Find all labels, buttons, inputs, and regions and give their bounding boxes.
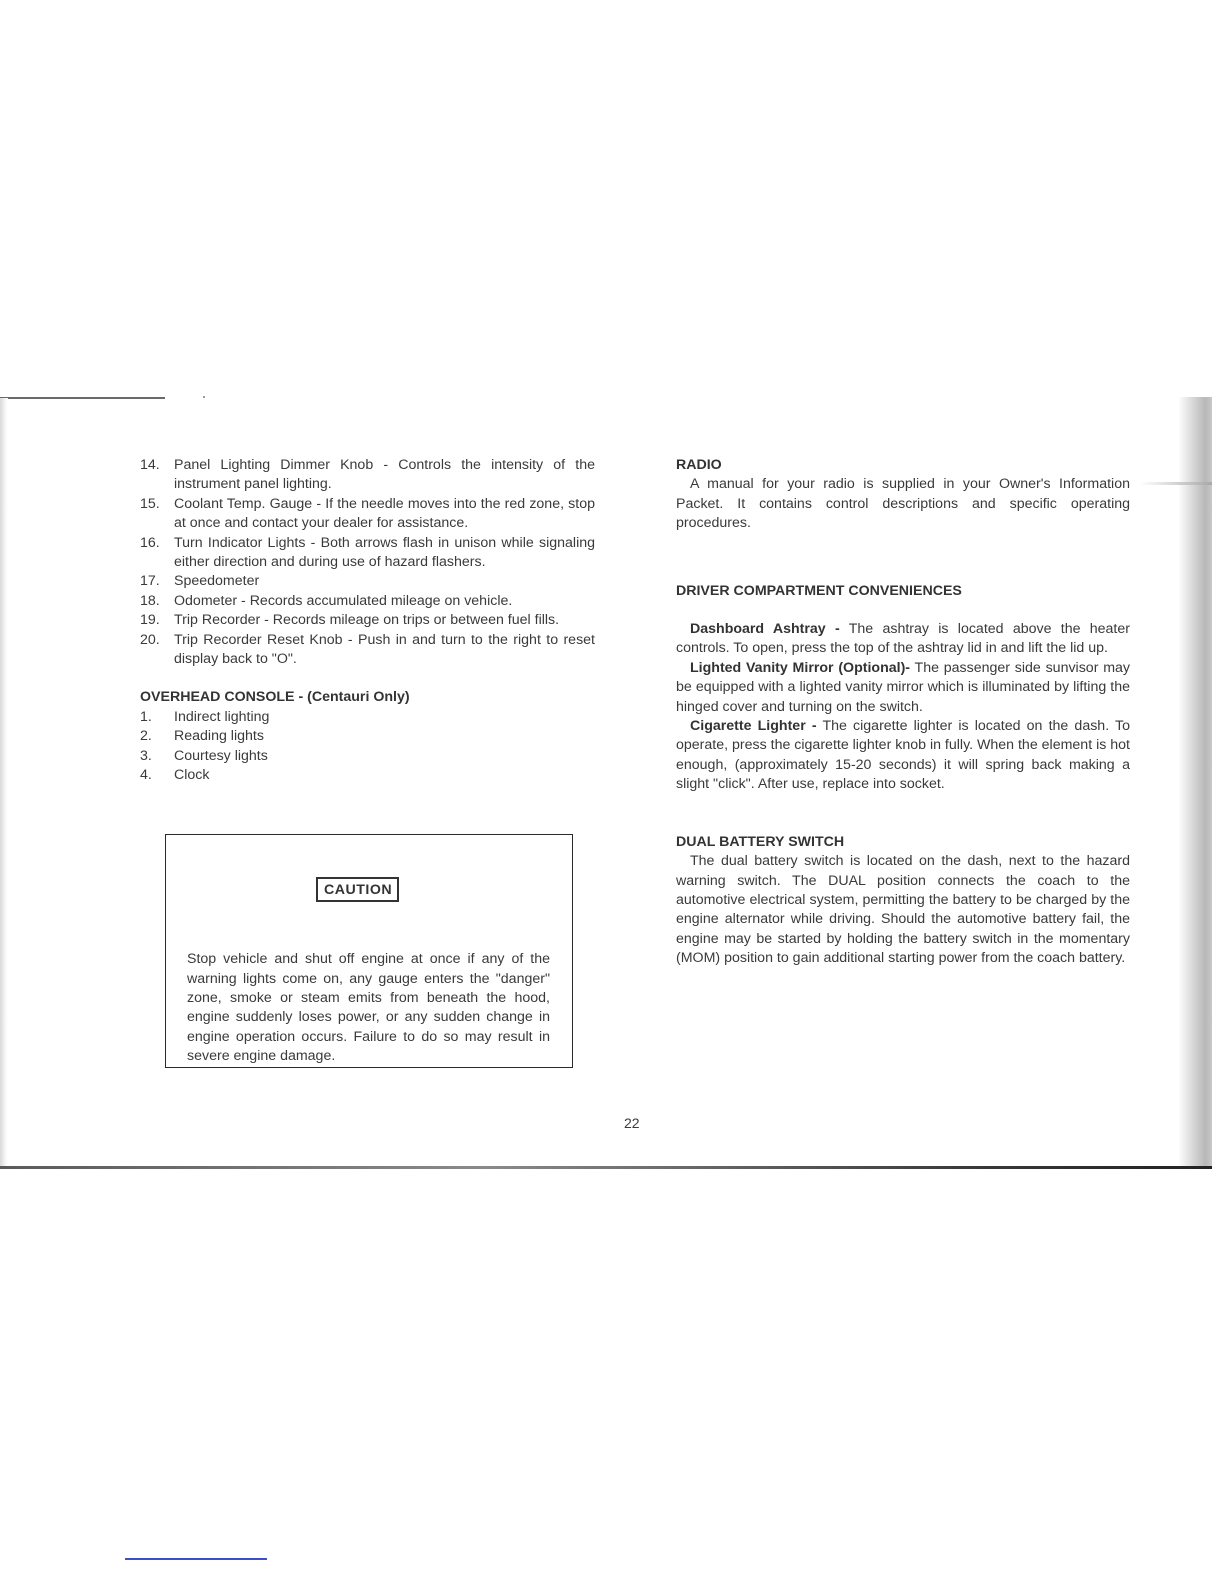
- list-item: [140, 534, 595, 573]
- list-item: [140, 747, 595, 766]
- cigarette-lighter-paragraph: [676, 717, 1130, 795]
- item-number: 4.: [140, 767, 152, 784]
- page-edge-right: [1178, 397, 1212, 1168]
- caution-box: [165, 834, 573, 1068]
- left-column: [140, 456, 595, 786]
- cigarette-lighter-title: Cigarette Lighter -: [690, 718, 817, 735]
- item-number: 2.: [140, 728, 152, 745]
- item-number: 17.: [140, 573, 160, 590]
- item-text: Turn Indicator Lights - Both arrows flash in unison while signaling either direction and during use of hazard flashers.: [174, 534, 595, 571]
- item-number: 18.: [140, 592, 160, 609]
- item-number: 14.: [140, 457, 160, 473]
- radio-text: A manual for your radio is supplied in your Owner's Information Packet. It contains control descriptions and specific operating procedures.: [676, 476, 1130, 532]
- item-text: Indirect lighting: [174, 708, 270, 725]
- page-edge-top: [0, 397, 165, 399]
- item-text: Trip Recorder - Records mileage on trips or between fuel fills.: [174, 612, 560, 629]
- item-number: 20.: [140, 631, 160, 648]
- caution-text: Stop vehicle and shut off engine at once if any of the warning lights come on, any gauge enters the "danger" zone, smoke or steam emits from beneath the hood, engine suddenly loses power, or any sudden change in engine operation occurs. Failure to do so may result in severe engine damage.: [187, 951, 550, 1065]
- overhead-console-heading: OVERHEAD CONSOLE - (Centauri Only): [140, 689, 410, 706]
- ashtray-title: Dashboard Ashtray -: [690, 621, 840, 638]
- caution-label: CAUTION: [316, 877, 399, 902]
- list-item: [140, 572, 595, 591]
- scan-speck: [203, 396, 205, 398]
- list-item: [140, 631, 595, 670]
- list-item: [140, 456, 595, 495]
- item-text: Panel Lighting Dimmer Knob - Controls the intensity of the instrument panel lighting.: [174, 457, 595, 493]
- list-item: [140, 611, 595, 630]
- dual-battery-heading: DUAL BATTERY SWITCH: [676, 833, 845, 850]
- vanity-mirror-paragraph: [676, 659, 1130, 717]
- right-column: [676, 456, 1130, 969]
- item-number: 19.: [140, 612, 160, 629]
- radio-heading: RADIO: [676, 457, 722, 473]
- item-text: Courtesy lights: [174, 747, 268, 764]
- page-edge-right-notch: [1140, 482, 1212, 485]
- item-text: Reading lights: [174, 728, 264, 745]
- item-number: 3.: [140, 747, 152, 764]
- item-text: Trip Recorder Reset Knob - Push in and turn to the right to reset display back to "O".: [174, 631, 595, 668]
- item-number: 16.: [140, 534, 160, 551]
- driver-conveniences-heading: DRIVER COMPARTMENT CONVENIENCES: [676, 582, 962, 599]
- vanity-mirror-title: Lighted Vanity Mirror (Optional)-: [690, 659, 911, 676]
- cigarette-lighter-text: The cigarette lighter is located on the dash. To operate, press the cigarette lighter knob in fully. When the element is hot enough, (approximately 15-20 seconds) it will spring back making a slight "click". After use, replace into socket.: [676, 718, 1130, 793]
- page-edge-left: [0, 398, 8, 1168]
- link-underline: [125, 1558, 267, 1560]
- instrument-list: [140, 456, 595, 669]
- ashtray-paragraph: [676, 620, 1130, 659]
- overhead-console-list: [140, 708, 595, 786]
- list-item: [140, 727, 595, 746]
- list-item: [140, 766, 595, 785]
- ashtray-text: The ashtray is located above the heater controls. To open, press the top of the ashtray lid in and lift the lid up.: [676, 621, 1130, 657]
- item-text: Coolant Temp. Gauge - If the needle moves into the red zone, stop at once and contact your dealer for assistance.: [174, 495, 595, 532]
- list-item: [140, 592, 595, 611]
- item-text: Odometer - Records accumulated mileage on vehicle.: [174, 592, 513, 609]
- list-item: [140, 495, 595, 534]
- page-edge-bottom: [0, 1166, 1212, 1169]
- vanity-mirror-text: The passenger side sunvisor may be equipped with a lighted vanity mirror which is illuminated by lifting the hinged cover and turning on the switch.: [676, 659, 1130, 715]
- page-number: 22: [624, 1115, 640, 1131]
- item-number: 15.: [140, 495, 160, 512]
- item-text: Speedometer: [174, 573, 260, 590]
- item-number: 1.: [140, 708, 152, 725]
- list-item: [140, 708, 595, 727]
- dual-battery-text: The dual battery switch is located on the dash, next to the hazard warning switch. The DUAL position connects the coach to the automotive electrical system, permitting the battery to be charged by the engine alternator while driving. Should the automotive battery fail, the engine may be started by holding the battery switch in the momentary (MOM) position to gain additional starting power from the coach battery.: [676, 853, 1130, 967]
- item-text: Clock: [174, 767, 210, 784]
